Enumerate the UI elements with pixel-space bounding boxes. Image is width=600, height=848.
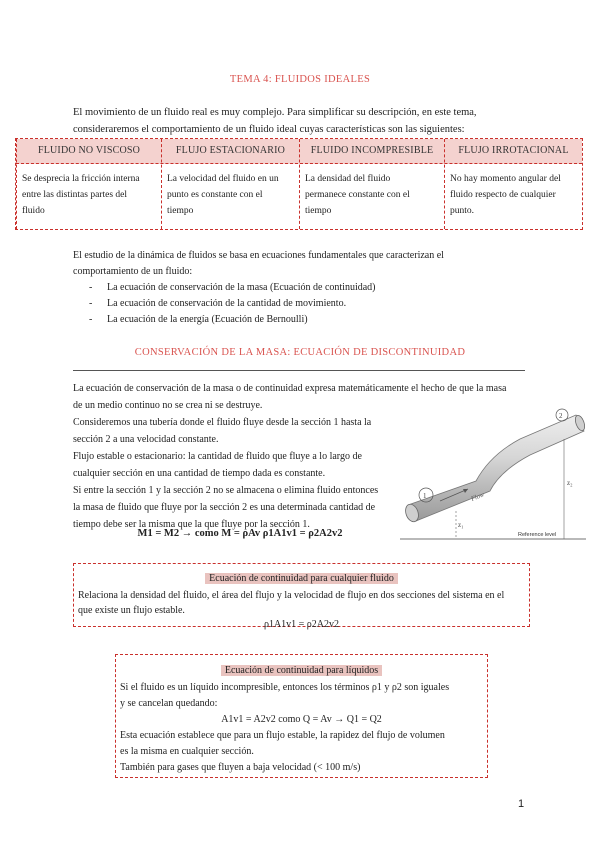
mass-line: tiempo debe ser la misma que la que fluye por la sección 1. [73,519,310,530]
box-title: Ecuación de continuidad para cualquier fluido [205,573,398,584]
feature-heading: FLUJO ESTACIONARIO [175,145,286,156]
features-table [15,138,583,230]
feature-line: punto es constante con el [167,190,263,200]
feature-line: fluido respecto de cualquier [450,190,556,200]
feature-line: La velocidad del fluido en un [167,174,279,184]
intro-line: El movimiento de un fluido real es muy complejo. Para simplificar su descripción, en este tema, [73,107,477,118]
flow-label: Flow [470,491,486,503]
mass-equation: M1 = M2 → como M = ρAv ρ1A1v1 = ρ2A2v2 [137,528,343,539]
mass-line: Si entre la sección 1 y la sección 2 no se almacena o elimina fluido entonces [73,485,379,496]
box-equation: ρ1A1v1 = ρ2A2v2 [263,619,340,630]
feature-line: tiempo [167,206,194,216]
feature-heading: FLUJO IRROTACIONAL [458,145,569,156]
feature-col-viscoso [16,139,161,229]
list-item-text: La ecuación de conservación de la masa (Ecuación de continuidad) [107,282,376,293]
section-title: CONSERVACIÓN DE LA MASA: ECUACIÓN DE DISCONTINUIDAD [134,347,466,358]
list-item-text: La ecuación de conservación de la cantidad de movimiento. [107,298,347,309]
mass-first-line: La ecuación de conservación de la masa o de continuidad expresa matemáticamente el hecho de que la masa [73,383,507,394]
page-number: 1 [518,798,525,810]
feature-text [162,163,299,219]
mass-line: Flujo estable o estacionario: la cantidad de fluido que fluye a lo largo de [73,451,362,462]
z1-label: z₁ [458,521,464,529]
section-divider [73,370,525,371]
box-text [74,586,529,618]
feature-line: punto. [450,206,475,216]
box-line: que existe un flujo estable. [78,605,185,616]
box-line: es la misma en cualquier sección. [120,746,254,757]
feature-line: tiempo [305,206,332,216]
box-equation: A1v1 = A2v2 como Q = Av → Q1 = Q2 [221,714,382,725]
box-title: Ecuación de continuidad para líquidos [221,665,382,676]
list-item: - La ecuación de conservación de la cantidad de movimiento. [89,298,347,309]
feature-heading: FLUIDO INCOMPRESIBLE [310,145,434,156]
list-item: - La ecuación de la energía (Ecuación de Bernoulli) [89,314,308,325]
box-line: Esta ecuación establece que para un flujo estable, la rapidez del flujo de volumen [120,730,445,741]
feature-col-incompresible [299,139,444,229]
continuity-any-fluid-box [73,563,530,630]
study-line: comportamiento de un fluido: [73,266,193,277]
list-item-text: La ecuación de la energía (Ecuación de Bernoulli) [107,314,308,325]
pipe-diagram [400,405,586,545]
study-line: El estudio de la dinámica de fluidos se basa en ecuaciones fundamentales que caracterizan el [73,250,444,261]
mass-line: de un medio continuo no se crea ni se destruye. [73,400,263,411]
box-line: Si el fluido es un líquido incompresible, entonces los términos ρ1 y ρ2 son iguales [120,682,450,693]
mass-paragraph [73,397,403,533]
feature-text [17,163,161,219]
feature-line: Se desprecia la fricción interna [22,174,140,184]
feature-line: La densidad del fluido [305,174,391,184]
section-2-label: 2 [559,412,563,420]
mass-line: la masa de fluido que fluye por la sección 2 es una determinada cantidad de [73,502,376,513]
feature-col-irrotacional [444,139,582,229]
feature-line: entre las distintas partes del [22,190,127,200]
feature-heading: FLUIDO NO VISCOSO [37,145,141,156]
z2-label: z₂ [567,479,573,487]
mass-line: cualquier sección en una cantidad de tiempo dada es constante. [73,468,326,479]
intro-line: consideraremos el comportamiento de un fluido ideal cuyas características son las siguientes: [73,124,465,135]
feature-line: permanece constante con el [305,190,410,200]
box-line: También para gases que fluyen a baja velocidad (< 100 m/s) [120,762,361,773]
feature-line: fluido [22,206,45,216]
list-item: - La ecuación de conservación de la masa (Ecuación de continuidad) [89,282,376,293]
pipe-body [408,415,584,521]
feature-text [445,163,582,219]
feature-line: No hay momento angular del [450,174,561,184]
box-line: Relaciona la densidad del fluido, el área del flujo y la velocidad de flujo en dos secciones del sistema en el [78,590,505,601]
mass-line: Consideremos una tubería donde el fluido fluye desde la sección 1 hasta la [73,417,372,428]
intro-paragraph [73,104,533,138]
feature-col-estacionario [161,139,299,229]
feature-text [300,163,444,219]
page-title: TEMA 4: FLUIDOS IDEALES [229,74,371,85]
mass-line: sección 2 a una velocidad constante. [73,434,219,445]
section-1-label: 1 [423,492,427,500]
reference-label: Reference level [518,532,557,538]
box-text [116,678,487,776]
fundamental-equations-section [73,248,533,328]
box-line: y se cancelan quedando: [120,698,218,709]
continuity-liquid-box [115,654,488,778]
